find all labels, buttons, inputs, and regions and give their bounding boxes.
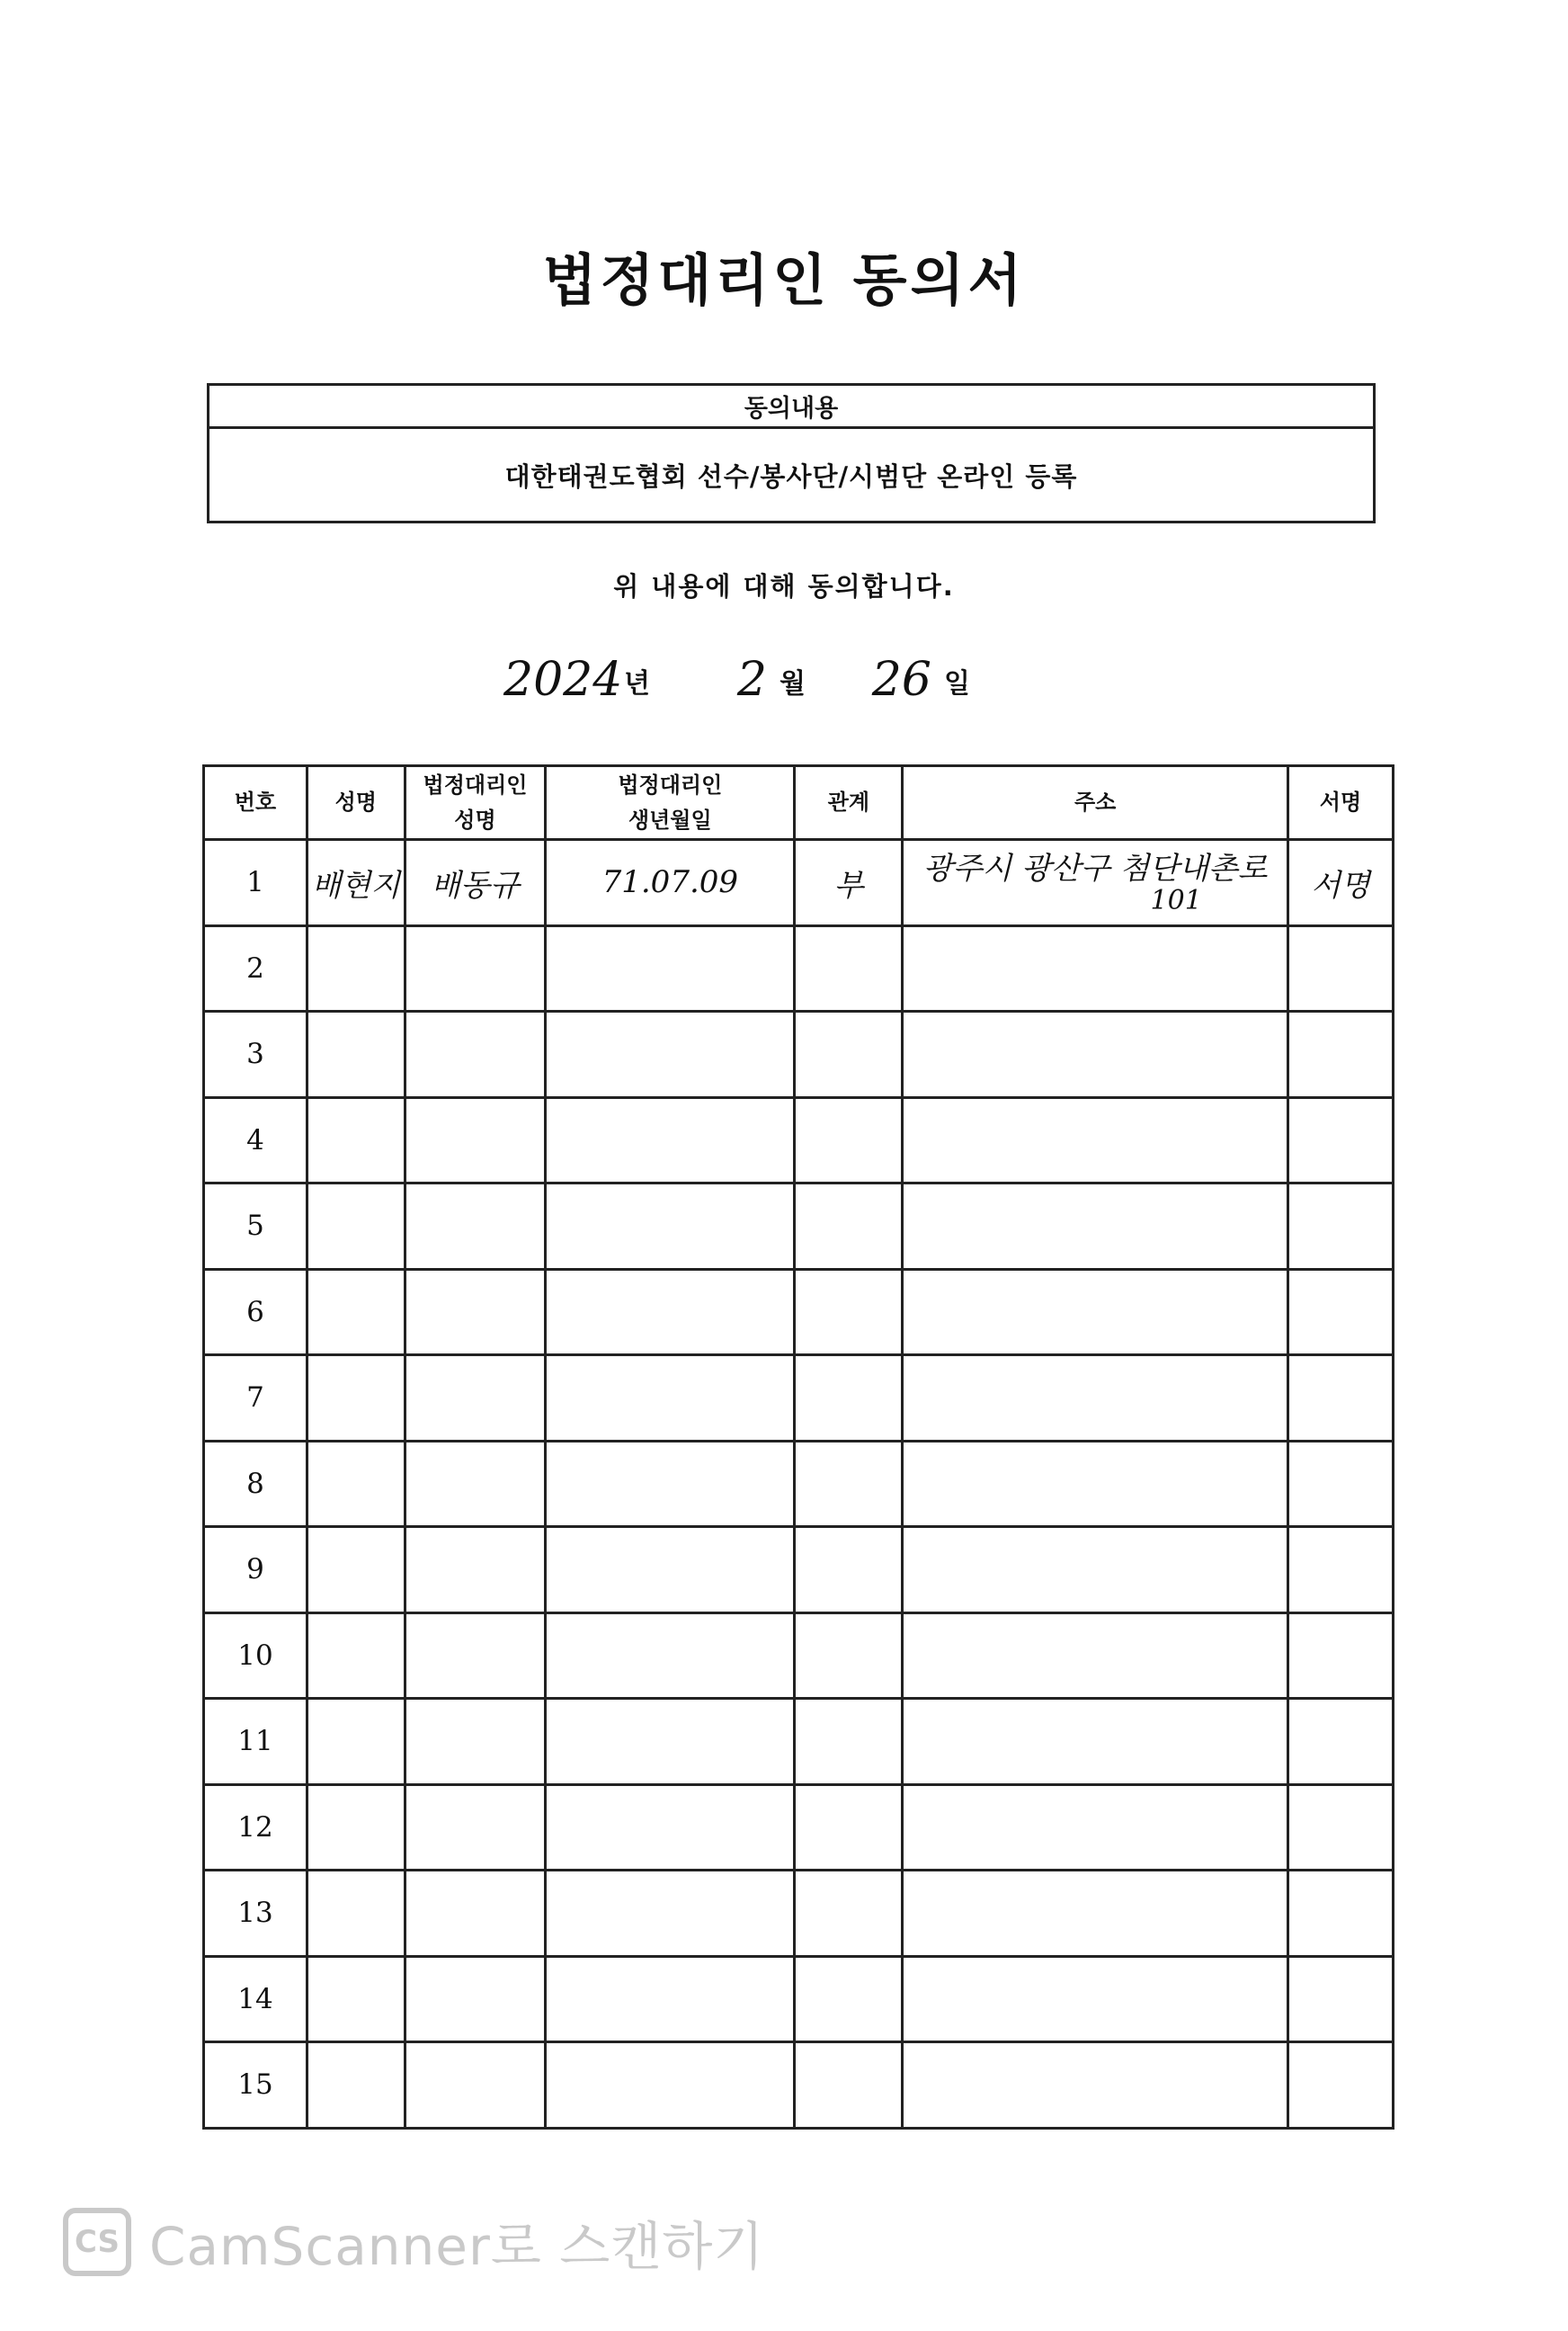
cell-address	[903, 1699, 1287, 1785]
cell-signature: 서명	[1287, 840, 1393, 926]
cell-address	[903, 2042, 1287, 2129]
row-number: 10	[204, 1612, 307, 1699]
cell-signature	[1287, 1355, 1393, 1442]
cell-guardian-birth	[546, 1183, 795, 1270]
cell-guardian-name	[405, 1269, 546, 1355]
cell-signature	[1287, 1871, 1393, 1957]
row-number: 13	[204, 1871, 307, 1957]
cell-guardian-name	[405, 1871, 546, 1957]
cell-guardian-name	[405, 1097, 546, 1183]
cell-guardian-name	[405, 1441, 546, 1527]
cell-address-line2: 101	[1150, 884, 1202, 916]
cell-address	[903, 1097, 1287, 1183]
cell-relation	[795, 1441, 903, 1527]
cell-name	[307, 1097, 405, 1183]
cell-relation: 부	[795, 840, 903, 926]
row-number: 14	[204, 1956, 307, 2042]
cell-relation	[795, 1612, 903, 1699]
cell-guardian-birth	[546, 1269, 795, 1355]
cell-address	[903, 1012, 1287, 1098]
cell-name	[307, 1784, 405, 1871]
cell-address-line1: 광주시 광산구 첨단내촌로	[922, 850, 1268, 887]
cell-guardian-name	[405, 1699, 546, 1785]
cell-guardian-name	[405, 1183, 546, 1270]
table-row	[204, 2042, 1394, 2129]
row-number: 3	[204, 1012, 307, 1098]
cell-signature	[1287, 1956, 1393, 2042]
cell-address	[903, 1355, 1287, 1442]
row-number: 1	[204, 840, 307, 926]
cell-address	[903, 925, 1287, 1012]
cell-name	[307, 1441, 405, 1527]
date-day: 26	[871, 653, 931, 707]
header-guardian-name-line1: 법정대리인	[423, 773, 528, 799]
table-row	[204, 1784, 1394, 1871]
header-no: 번호	[204, 766, 307, 840]
cell-guardian-name	[405, 1612, 546, 1699]
table-row	[204, 1355, 1394, 1442]
cell-relation	[795, 1527, 903, 1613]
cell-name	[307, 1699, 405, 1785]
cell-name	[307, 1527, 405, 1613]
cell-relation	[795, 925, 903, 1012]
camscanner-logo-icon: CS	[63, 2208, 131, 2276]
table-row	[204, 840, 1394, 926]
row-number: 9	[204, 1527, 307, 1613]
cell-relation	[795, 1183, 903, 1270]
cell-guardian-birth	[546, 1871, 795, 1957]
table-row	[204, 1183, 1394, 1270]
cell-name	[307, 1012, 405, 1098]
cell-signature	[1287, 1612, 1393, 1699]
row-number: 4	[204, 1097, 307, 1183]
table-row	[204, 1956, 1394, 2042]
table-row	[204, 1441, 1394, 1527]
header-relation: 관계	[795, 766, 903, 840]
cell-address	[903, 1183, 1287, 1270]
row-number: 12	[204, 1784, 307, 1871]
header-guardian-name-line2: 성명	[454, 807, 496, 833]
cell-guardian-name	[405, 1956, 546, 2042]
row-number: 6	[204, 1269, 307, 1355]
cell-name	[307, 2042, 405, 2129]
cell-guardian-name	[405, 925, 546, 1012]
cell-name	[307, 1183, 405, 1270]
cell-address	[903, 1527, 1287, 1613]
header-guardian-birth	[546, 766, 795, 840]
date-day-unit: 일	[943, 668, 970, 700]
table-header-row	[204, 766, 1394, 840]
cell-signature	[1287, 1699, 1393, 1785]
header-guardian-birth-line2: 생년월일	[628, 807, 712, 833]
row-number: 8	[204, 1441, 307, 1527]
cell-relation	[795, 1097, 903, 1183]
row-number: 2	[204, 925, 307, 1012]
cell-name	[307, 1956, 405, 2042]
cell-relation	[795, 1355, 903, 1442]
cell-signature	[1287, 1527, 1393, 1613]
agreement-statement: 위 내용에 대해 동의합니다.	[613, 571, 955, 602]
camscanner-watermark	[63, 2208, 764, 2276]
cell-guardian-name	[405, 1012, 546, 1098]
date-year-unit: 년	[624, 668, 650, 700]
table-row	[204, 1612, 1394, 1699]
cell-guardian-name	[405, 1355, 546, 1442]
date-year: 2024	[503, 653, 623, 707]
registration-table	[202, 764, 1394, 2130]
document-title: 법정대리인 동의서	[542, 247, 1026, 313]
table-row	[204, 1871, 1394, 1957]
cell-signature	[1287, 925, 1393, 1012]
cell-guardian-birth	[546, 1699, 795, 1785]
date-month: 2	[736, 653, 767, 707]
cell-guardian-birth	[546, 1441, 795, 1527]
cell-signature	[1287, 1784, 1393, 1871]
table-row	[204, 925, 1394, 1012]
cell-guardian-birth	[546, 1355, 795, 1442]
cell-guardian-name	[405, 1784, 546, 1871]
cell-guardian-birth	[546, 1784, 795, 1871]
cell-signature	[1287, 1097, 1393, 1183]
cell-signature	[1287, 2042, 1393, 2129]
cell-signature	[1287, 1441, 1393, 1527]
date-line	[503, 640, 1024, 707]
cell-relation	[795, 1012, 903, 1098]
cell-address	[903, 1441, 1287, 1527]
cell-relation	[795, 1956, 903, 2042]
date-month-unit: 월	[779, 668, 806, 700]
cell-relation	[795, 1871, 903, 1957]
cell-guardian-birth: 71.07.09	[546, 840, 795, 926]
table-row	[204, 1527, 1394, 1613]
cell-guardian-birth	[546, 1012, 795, 1098]
cell-relation	[795, 1269, 903, 1355]
cell-address	[903, 1956, 1287, 2042]
cell-address	[903, 1871, 1287, 1957]
cell-address	[903, 1784, 1287, 1871]
cell-guardian-birth	[546, 925, 795, 1012]
cell-name	[307, 1355, 405, 1442]
cell-relation	[795, 2042, 903, 2129]
cell-relation	[795, 1784, 903, 1871]
cell-guardian-name	[405, 2042, 546, 2129]
cell-guardian-birth	[546, 1956, 795, 2042]
cell-signature	[1287, 1269, 1393, 1355]
cell-guardian-birth	[546, 1097, 795, 1183]
cell-address	[903, 1612, 1287, 1699]
header-signature: 서명	[1287, 766, 1393, 840]
header-guardian-birth-line1: 법정대리인	[618, 773, 723, 799]
table-row	[204, 1012, 1394, 1098]
table-row	[204, 1269, 1394, 1355]
cell-address	[903, 840, 1287, 926]
row-number: 15	[204, 2042, 307, 2129]
consent-content: 대한태권도협회 선수/봉사단/시범단 온라인 등록	[504, 460, 1078, 492]
cell-signature	[1287, 1183, 1393, 1270]
cell-guardian-birth	[546, 1527, 795, 1613]
cell-guardian-birth	[546, 1612, 795, 1699]
cell-name	[307, 1269, 405, 1355]
cell-signature	[1287, 1012, 1393, 1098]
cell-name	[307, 1612, 405, 1699]
consent-header: 동의내용	[209, 386, 1373, 429]
row-number: 5	[204, 1183, 307, 1270]
cell-guardian-birth	[546, 2042, 795, 2129]
cell-guardian-name	[405, 1527, 546, 1613]
header-guardian-name	[405, 766, 546, 840]
watermark-text: CamScanner로 스캔하기	[149, 2216, 765, 2277]
table-row	[204, 1097, 1394, 1183]
table-row	[204, 1699, 1394, 1785]
cell-relation	[795, 1699, 903, 1785]
cell-name: 배현지	[307, 840, 405, 926]
cell-name	[307, 1871, 405, 1957]
header-address: 주소	[903, 766, 1287, 840]
consent-box	[207, 383, 1376, 523]
row-number: 7	[204, 1355, 307, 1442]
cell-name	[307, 925, 405, 1012]
cell-guardian-name: 배동규	[405, 840, 546, 926]
header-name: 성명	[307, 766, 405, 840]
cell-address	[903, 1269, 1287, 1355]
row-number: 11	[204, 1699, 307, 1785]
